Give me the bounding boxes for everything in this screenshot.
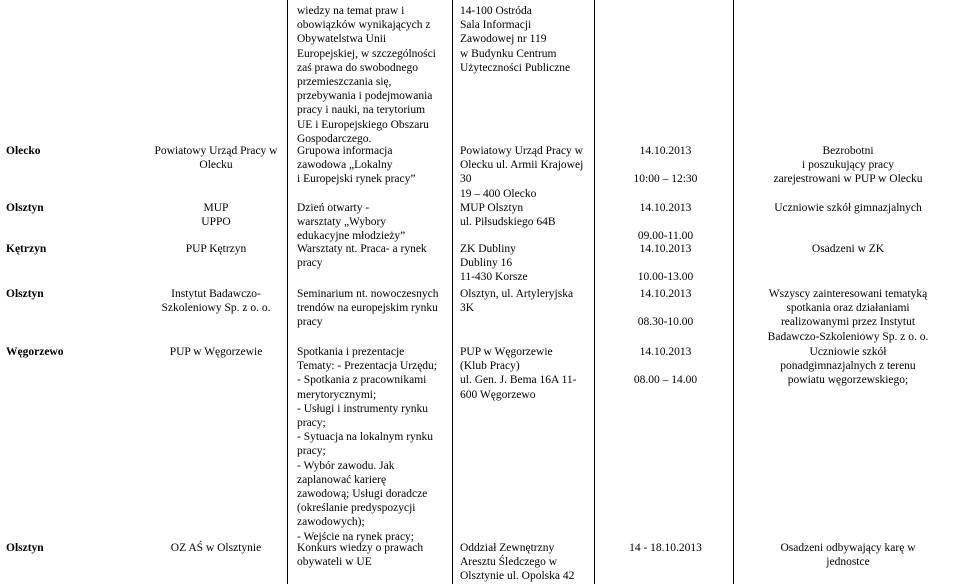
date-cell xyxy=(600,242,731,285)
cell-line: 14.10.2013 xyxy=(639,145,692,157)
cell-line: 09.00-11.00 xyxy=(637,230,694,243)
audience-cell xyxy=(740,201,956,215)
cell-line: obowiązków wynikających z xyxy=(297,19,431,32)
cell-line: 3K xyxy=(460,302,475,315)
cell-line: Węgorzewo xyxy=(6,346,64,358)
cell-line: przebywania i podejmowania xyxy=(297,90,433,103)
cell-line: (Klub Pracy) xyxy=(460,360,520,373)
cell-line xyxy=(600,359,731,373)
cell-line: ul. Gen. J. Bema 16A 11- xyxy=(460,374,577,387)
cell-line: Uczniowie szkół gimnazjalnych xyxy=(774,202,922,214)
location-cell xyxy=(460,201,592,229)
cell-line: Badawczo-Szkoleniowy Sp. z o. o. xyxy=(767,330,929,343)
cell-line: przemieszczania się, xyxy=(297,76,392,89)
cell-line: pracy; xyxy=(297,445,326,458)
cell-line: Europejskiej, w szczególności xyxy=(297,47,436,60)
cell-line: 10.00-13.00 xyxy=(637,271,694,284)
cell-line: pracy xyxy=(297,257,323,270)
cell-line: warsztaty „Wybory xyxy=(297,216,387,229)
cell-line: 14.10.2013 xyxy=(639,202,692,214)
date-cell xyxy=(600,201,731,244)
date-cell xyxy=(600,345,731,388)
location-cell xyxy=(460,4,592,75)
cell-line: i poszukujący pracy xyxy=(802,159,894,172)
cell-line: 30 xyxy=(460,173,472,186)
cell-line: zarejestrowani w PUP w Olecku xyxy=(773,173,923,186)
topic-cell xyxy=(297,144,449,187)
location-cell xyxy=(460,541,592,584)
city-cell xyxy=(6,541,136,555)
institution-cell xyxy=(147,541,285,555)
topic-cell xyxy=(297,287,449,330)
cell-line xyxy=(600,301,731,315)
cell-line: Olsztyn xyxy=(6,288,44,300)
institution-cell xyxy=(147,345,285,359)
cell-line: - Wejście na rynek pracy; xyxy=(297,530,415,543)
cell-line: pracy xyxy=(297,316,323,329)
location-cell xyxy=(460,287,592,315)
location-cell xyxy=(460,144,592,201)
cell-line: MUP xyxy=(203,202,229,214)
cell-line: w Budynku Centrum xyxy=(460,47,557,60)
cell-line: Sala Informacji xyxy=(460,19,532,32)
cell-line: (określanie predyspozycji xyxy=(297,502,416,515)
location-cell xyxy=(460,345,592,402)
cell-line: 14.10.2013 xyxy=(639,243,692,255)
cell-line xyxy=(600,158,731,172)
cell-line: trendów na europejskim rynku xyxy=(297,302,438,315)
topic-cell xyxy=(297,4,449,146)
cell-line: UE i Europejskiego Obszaru xyxy=(297,118,429,131)
cell-line: MUP Olsztyn xyxy=(460,202,524,214)
cell-line: Seminarium nt. nowoczesnych xyxy=(297,288,439,300)
cell-line: ul. Piłsudskiego 64B xyxy=(460,216,556,229)
cell-line: - Wybór zawodu. Jak xyxy=(297,459,395,472)
cell-line: - Spotkania z pracownikami xyxy=(297,374,427,387)
audience-cell xyxy=(740,242,956,256)
cell-line: 19 – 400 Olecko xyxy=(460,187,537,200)
city-cell xyxy=(6,345,136,359)
city-cell xyxy=(6,287,136,301)
cell-line: 14-100 Ostróda xyxy=(460,5,532,17)
column-divider xyxy=(452,0,453,584)
cell-line: UPPO xyxy=(201,216,231,229)
cell-line: i Europejski rynek pracy” xyxy=(297,173,416,186)
cell-line: Oddział Zewnętrzny xyxy=(460,542,555,554)
cell-line: PUP w Węgorzewie xyxy=(460,346,553,358)
cell-line: zaplanować karierę xyxy=(297,473,387,486)
date-cell xyxy=(600,287,731,330)
cell-line: Zawodowej nr 119 xyxy=(460,33,547,46)
cell-line: edukacyjne młodzieży” xyxy=(297,230,406,243)
cell-line: Olsztyn xyxy=(6,202,44,214)
cell-line: Bezrobotni xyxy=(822,145,874,157)
institution-cell xyxy=(147,144,285,172)
audience-cell xyxy=(740,287,956,344)
cell-line: - Sytuacja na lokalnym rynku xyxy=(297,431,434,444)
cell-line: 600 Węgorzewo xyxy=(460,388,536,401)
topic-cell xyxy=(297,541,449,569)
cell-line: 11-430 Korsze xyxy=(460,271,528,284)
cell-line: Osadzeni odbywający karę w xyxy=(780,542,916,554)
cell-line: spotkania oraz działaniami xyxy=(786,302,910,315)
institution-cell xyxy=(147,287,285,315)
column-divider xyxy=(287,0,288,584)
cell-line: Olsztyn xyxy=(6,542,44,554)
cell-line: Olecko xyxy=(6,145,41,157)
cell-line: Dzień otwarty - xyxy=(297,202,370,214)
cell-line: Olsztyn, ul. Artyleryjska xyxy=(460,288,574,300)
cell-line: zawodowa „Lokalny xyxy=(297,159,393,172)
cell-line: Aresztu Śledczego w xyxy=(460,556,558,569)
cell-line: 14.10.2013 xyxy=(639,346,692,358)
location-cell xyxy=(460,242,592,285)
date-cell xyxy=(600,541,731,555)
cell-line: Powiatowy Urząd Pracy w xyxy=(154,145,278,157)
cell-line: Uczniowie szkół xyxy=(809,346,887,358)
cell-line: Olsztynie ul. Opolska 42 xyxy=(460,570,575,583)
cell-line: OZ AŚ w Olsztynie xyxy=(170,542,262,554)
audience-cell xyxy=(740,345,956,388)
cell-line: Olecku ul. Armii Krajowej xyxy=(460,159,584,172)
cell-line xyxy=(600,215,731,229)
cell-line: PUP w Węgorzewie xyxy=(169,346,263,358)
cell-line: ZK Dubliny xyxy=(460,243,516,255)
cell-line: Gospodarczego. xyxy=(297,132,372,145)
cell-line: pracy i nauki, na terytorium xyxy=(297,104,426,117)
cell-line: zawodową; Usługi doradcze xyxy=(297,488,428,501)
cell-line: Warsztaty nt. Praca- a rynek xyxy=(297,243,427,255)
city-cell xyxy=(6,242,136,256)
topic-cell xyxy=(297,345,449,544)
city-cell xyxy=(6,144,136,158)
cell-line: PUP Kętrzyn xyxy=(185,243,247,255)
cell-line: zawodowych); xyxy=(297,516,365,529)
cell-line: realizowanymi przez Instytut xyxy=(780,316,916,329)
cell-line: Tematy: - Prezentacja Urzędu; xyxy=(297,360,437,373)
cell-line: Grupowa informacja xyxy=(297,145,393,157)
cell-line: Instytut Badawczo- xyxy=(171,288,261,300)
cell-line: 14 - 18.10.2013 xyxy=(629,542,702,554)
cell-line: obywateli w UE xyxy=(297,556,372,569)
cell-line: jednostce xyxy=(826,556,870,569)
cell-line: merytorycznymi; xyxy=(297,388,377,401)
cell-line: Wszyscy zainteresowani tematyką xyxy=(768,288,928,300)
cell-line: 08.30-10.00 xyxy=(637,316,694,329)
date-cell xyxy=(600,144,731,187)
cell-line: pracy; xyxy=(297,417,326,430)
cell-line: wiedzy na temat praw i xyxy=(297,5,405,17)
cell-line: Konkurs wiedzy o prawach xyxy=(297,542,424,554)
topic-cell xyxy=(297,201,449,244)
audience-cell xyxy=(740,541,956,569)
cell-line: ponadgimnazjalnych z terenu xyxy=(780,360,916,373)
cell-line: zaś prawa do swobodnego xyxy=(297,61,419,74)
city-cell xyxy=(6,201,136,215)
audience-cell xyxy=(740,144,956,187)
cell-line: powiatu węgorzewskiego; xyxy=(787,374,909,387)
cell-line: Powiatowy Urząd Pracy w xyxy=(460,145,583,157)
column-divider xyxy=(733,0,734,584)
institution-cell xyxy=(147,242,285,256)
cell-line: Kętrzyn xyxy=(6,243,47,255)
cell-line: Spotkania i prezentacje xyxy=(297,346,405,358)
cell-line: 10:00 – 12:30 xyxy=(633,173,698,186)
cell-line: Obywatelstwa Unii xyxy=(297,33,387,46)
topic-cell xyxy=(297,242,449,270)
column-divider xyxy=(594,0,595,584)
cell-line: - Usługi i instrumenty rynku xyxy=(297,402,428,415)
cell-line: Olecku xyxy=(199,159,233,172)
cell-line: 08.00 – 14.00 xyxy=(633,374,698,387)
cell-line: Szkoleniowy Sp. z o. o. xyxy=(161,302,271,315)
cell-line: Osadzeni w ZK xyxy=(811,243,885,255)
institution-cell xyxy=(147,201,285,229)
cell-line: Dubliny 16 xyxy=(460,257,513,270)
cell-line: Użyteczności Publiczne xyxy=(460,61,571,74)
cell-line: 14.10.2013 xyxy=(639,288,692,300)
cell-line xyxy=(600,256,731,270)
